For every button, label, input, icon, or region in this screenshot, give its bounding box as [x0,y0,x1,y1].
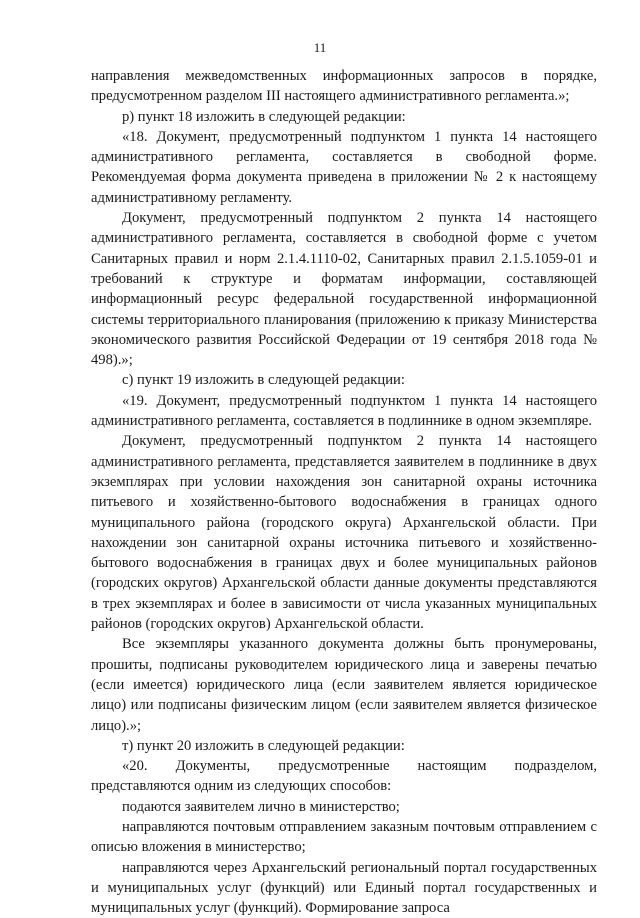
paragraph-6: «19. Документ, предусмотренный подпунктом 1 пункта 14 настоящего административного регламента, составляется в подлиннике в одном экземпляре. [91,392,597,430]
paragraph-2: р) пункт 18 изложить в следующей редакции: [122,108,406,125]
paragraph-8: Все экземпляры указанного документа должны быть пронумерованы, прошиты, подписаны руководителем юридического лица и заверены печатью (если имеется) юридического лица (если заявителем является юридическое лицо) или подписаны физическим лицом (если заявителем является физическое лицо).»; [91,636,597,734]
paragraph-1: направления межведомственных информационных запросов в порядке, предусмотренном разделом III настоящего административного регламента.»; [91,68,597,105]
paragraph-11: подаются заявителем лично в министерство; [122,798,400,815]
document-body [91,66,597,918]
paragraph-13: направляются через Архангельский региональный портал государственных и муниципальных услуг (функций) или Единый портал государственных и муниципальных услуг (функций). Формирование запроса [91,859,597,917]
paragraph-10: «20. Документы, предусмотренные настоящим подразделом, представляются одним из следующих способов: [91,758,597,795]
paragraph-12: направляются почтовым отправлением заказным почтовым отправлением с описью вложения в министерство; [91,818,597,856]
paragraph-5: с) пункт 19 изложить в следующей редакции: [122,372,405,389]
paragraph-3: «18. Документ, предусмотренный подпунктом 1 пункта 14 настоящего административного регламента, составляется в свободной форме. Рекомендуемая форма документа приведена в приложении № 2 к настоящему административному регламенту. [91,128,597,206]
page-number: 11 [313,40,327,55]
paragraph-9: т) пункт 20 изложить в следующей редакции: [122,737,405,754]
paragraph-4: Документ, предусмотренный подпунктом 2 пункта 14 настоящего административного регламента, составляется в свободной форме с учетом Санитарных правил и норм 2.1.4.1110-02, Санитарных правил 2.1.5.1059-01 и требований к структуре и форматам информации, составляющей информационный ресурс федеральной государственной информационной системы территориального планирования (приложению к приказу Министерства экономического развития Российской Федерации от 19 сентября 2018 года № 498).»; [91,210,597,369]
paragraph-7: Документ, предусмотренный подпунктом 2 пункта 14 настоящего административного регламента, представляется заявителем в подлиннике в двух экземплярах при условии нахождения зон санитарной охраны источника питьевого и хозяйственно-бытового водоснабжения в границах одного муниципального района (городского округа) Архангельской области. При нахождении зон санитарной охраны источника питьевого и хозяйственно-бытового водоснабжения в границах двух и более муниципальных районов (городских округов) Архангельской области данные документы представляются в трех экземплярах и более в зависимости от числа указанных муниципальных районов (городских округов) Архангельской области. [91,433,597,633]
